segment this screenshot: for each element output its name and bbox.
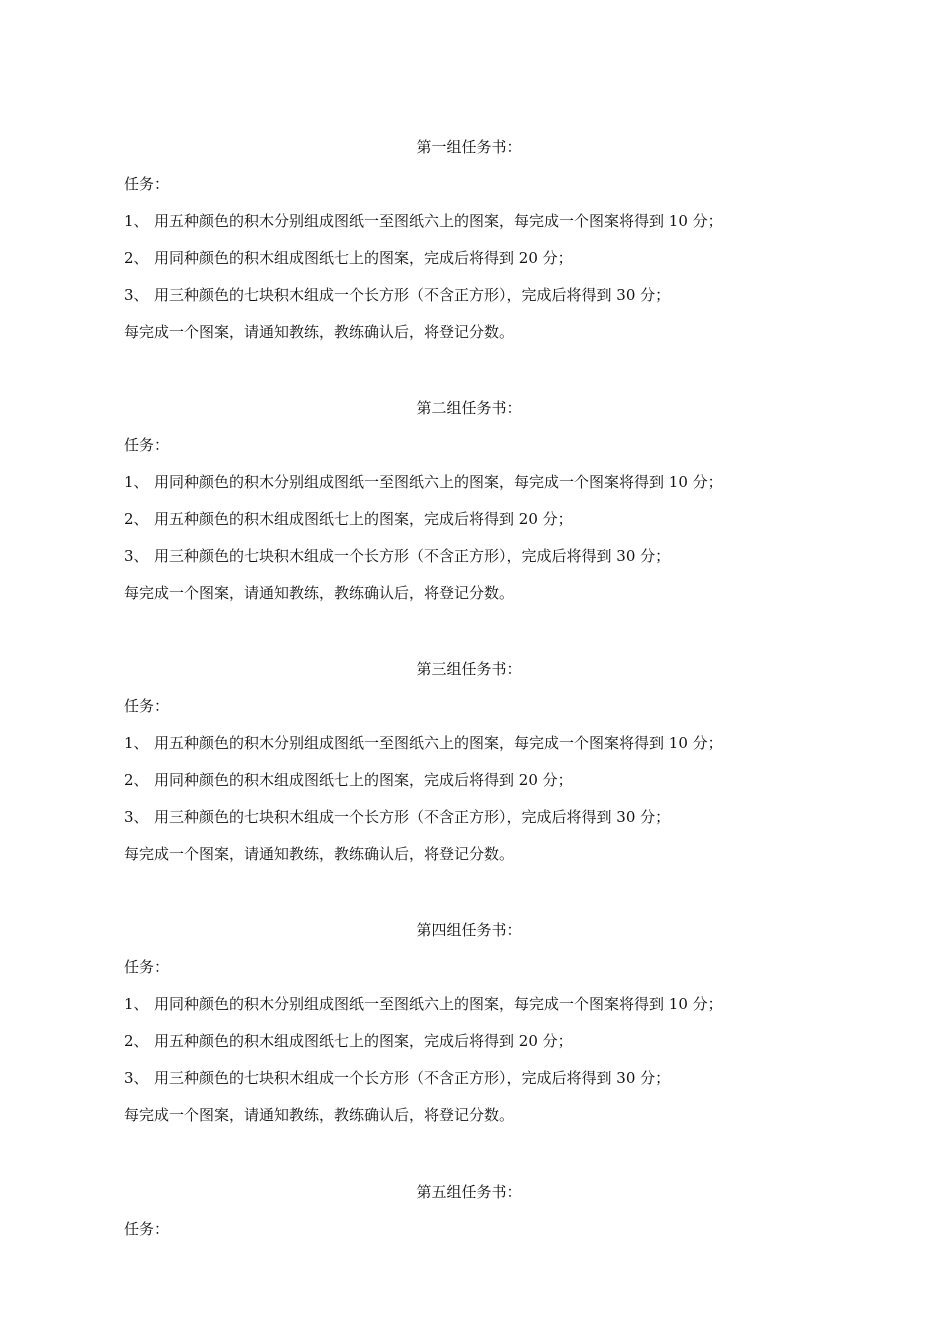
section-note: 每完成一个图案，请通知教练，教练确认后，将登记分数。 bbox=[124, 1106, 515, 1124]
task-section-5 bbox=[124, 1182, 824, 1239]
item-number: 2、 bbox=[124, 249, 149, 267]
item-text: 用五种颜色的积木组成图纸七上的图案，完成后将得到 20 分； bbox=[154, 510, 573, 528]
item-number: 1、 bbox=[124, 734, 149, 752]
item-text: 用同种颜色的积木组成图纸七上的图案，完成后将得到 20 分； bbox=[154, 771, 573, 789]
task-label: 任务： bbox=[124, 697, 170, 715]
item-number: 2、 bbox=[124, 1032, 149, 1050]
item-text: 用五种颜色的积木分别组成图纸一至图纸六上的图案，每完成一个图案将得到 10 分； bbox=[154, 212, 723, 230]
item-number: 1、 bbox=[124, 212, 149, 230]
section-title: 第五组任务书： bbox=[416, 1183, 522, 1201]
section-title: 第三组任务书： bbox=[416, 660, 522, 678]
item-number: 2、 bbox=[124, 771, 149, 789]
item-number: 3、 bbox=[124, 808, 149, 826]
section-title: 第一组任务书： bbox=[416, 138, 522, 156]
section-note: 每完成一个图案，请通知教练，教练确认后，将登记分数。 bbox=[124, 584, 515, 602]
item-text: 用五种颜色的积木组成图纸七上的图案，完成后将得到 20 分； bbox=[154, 1032, 573, 1050]
item-text: 用五种颜色的积木分别组成图纸一至图纸六上的图案，每完成一个图案将得到 10 分； bbox=[154, 734, 723, 752]
task-item bbox=[124, 546, 824, 566]
item-text: 用三种颜色的七块积木组成一个长方形（不含正方形），完成后将得到 30 分； bbox=[154, 547, 671, 565]
task-section-4 bbox=[124, 920, 824, 1125]
task-item bbox=[124, 211, 824, 231]
section-note: 每完成一个图案，请通知教练，教练确认后，将登记分数。 bbox=[124, 323, 515, 341]
task-label: 任务： bbox=[124, 1220, 170, 1238]
item-text: 用三种颜色的七块积木组成一个长方形（不含正方形），完成后将得到 30 分； bbox=[154, 1069, 671, 1087]
section-title: 第四组任务书： bbox=[416, 921, 522, 939]
section-title: 第二组任务书： bbox=[416, 399, 522, 417]
task-item bbox=[124, 472, 824, 492]
item-number: 1、 bbox=[124, 995, 149, 1013]
task-label: 任务： bbox=[124, 958, 170, 976]
task-section-1 bbox=[124, 137, 824, 342]
task-label: 任务： bbox=[124, 436, 170, 454]
item-text: 用同种颜色的积木组成图纸七上的图案，完成后将得到 20 分； bbox=[154, 249, 573, 267]
task-item bbox=[124, 509, 824, 529]
item-text: 用三种颜色的七块积木组成一个长方形（不含正方形），完成后将得到 30 分； bbox=[154, 808, 671, 826]
item-number: 3、 bbox=[124, 547, 149, 565]
section-note: 每完成一个图案，请通知教练，教练确认后，将登记分数。 bbox=[124, 845, 515, 863]
item-number: 3、 bbox=[124, 286, 149, 304]
task-section-2 bbox=[124, 398, 824, 603]
item-text: 用三种颜色的七块积木组成一个长方形（不含正方形），完成后将得到 30 分； bbox=[154, 286, 671, 304]
item-number: 3、 bbox=[124, 1069, 149, 1087]
item-number: 2、 bbox=[124, 510, 149, 528]
task-item bbox=[124, 770, 824, 790]
task-item bbox=[124, 1068, 824, 1088]
task-item bbox=[124, 807, 824, 827]
task-label: 任务： bbox=[124, 175, 170, 193]
task-item bbox=[124, 1031, 824, 1051]
task-item bbox=[124, 285, 824, 305]
task-section-3 bbox=[124, 659, 824, 864]
item-text: 用同种颜色的积木分别组成图纸一至图纸六上的图案，每完成一个图案将得到 10 分； bbox=[154, 473, 723, 491]
task-item bbox=[124, 733, 824, 753]
task-item bbox=[124, 994, 824, 1014]
item-number: 1、 bbox=[124, 473, 149, 491]
item-text: 用同种颜色的积木分别组成图纸一至图纸六上的图案，每完成一个图案将得到 10 分； bbox=[154, 995, 723, 1013]
task-item bbox=[124, 248, 824, 268]
